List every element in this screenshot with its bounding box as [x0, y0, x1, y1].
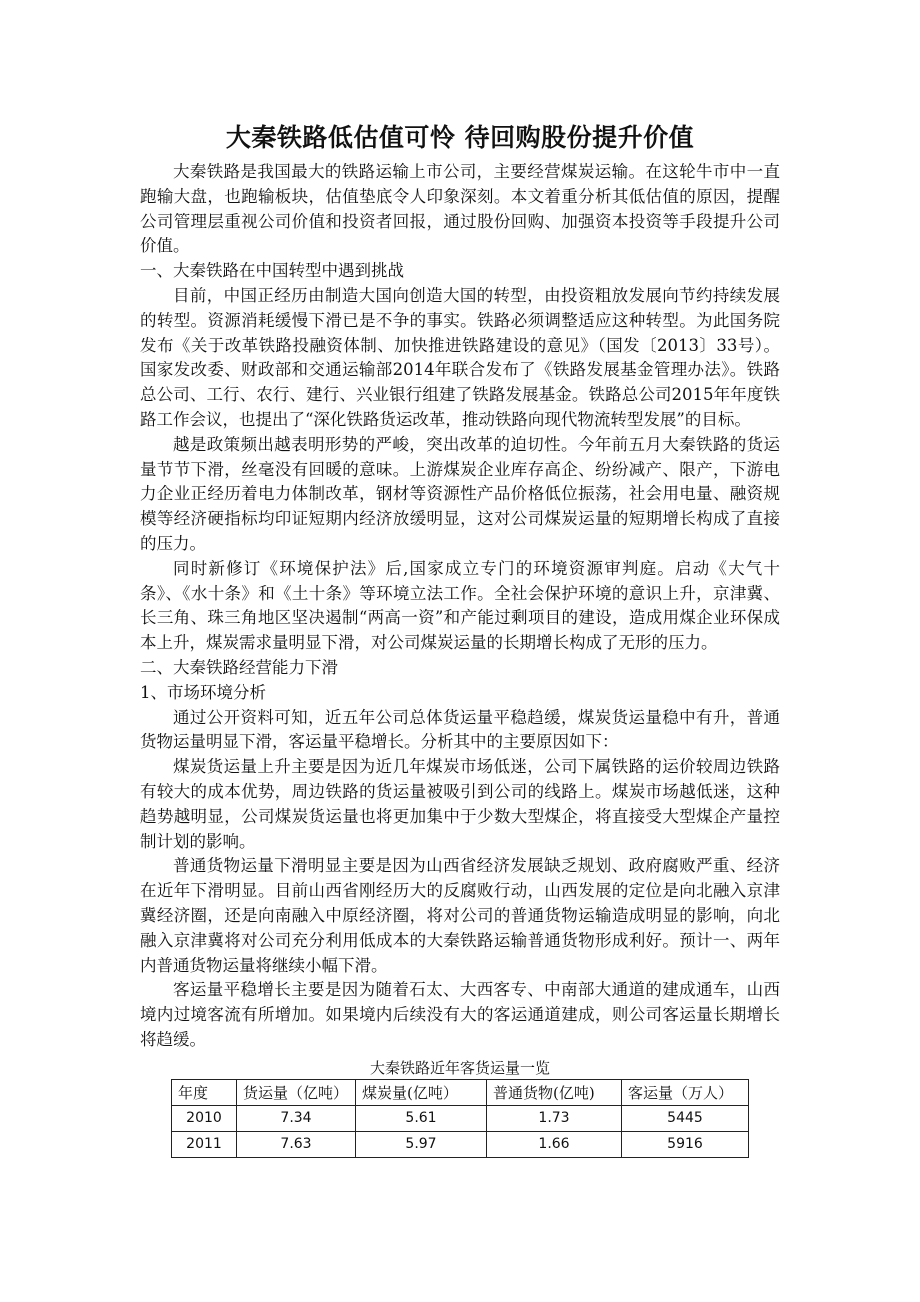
table-caption: 大秦铁路近年客货运量一览 — [369, 1058, 550, 1077]
paragraph: 通过公开资料可知，近五年公司总体货运量平稳趋缓，煤炭货运量稳中有升，普通货物运量明显下滑，客运量平稳增长。分析其中的主要原因如下： — [140, 707, 780, 752]
table-cell: 5445 — [622, 1105, 749, 1131]
column-header: 货运量（亿吨） — [237, 1079, 356, 1105]
column-header: 年度 — [172, 1079, 237, 1105]
column-header: 普通货物(亿吨) — [487, 1079, 622, 1105]
section-heading-2: 二、大秦铁路经营能力下滑 — [140, 657, 338, 677]
paragraph: 普通货物运量下滑明显主要是因为山西省经济发展缺乏规划、政府腐败严重、经济在近年下滑明显。目前山西省刚经历大的反腐败行动，山西发展的定位是向北融入京津冀经济圈，还是向南融入中原经济圈，将对公司的普通货物运输造成明显的影响，向北融入京津冀将对公司充分利用低成本的大秦铁路运输普通货物形成利好。预计一、两年内普通货物运量将继续小幅下滑。 — [140, 856, 780, 975]
column-header: 煤炭量(亿吨） — [356, 1079, 487, 1105]
table-cell: 2010 — [172, 1105, 237, 1131]
paragraph: 同时新修订《环境保护法》后,国家成立专门的环境资源审判庭。启动《大气十条》、《水十条》和《土十条》等环境立法工作。全社会保护环境的意识上升，京津冀、长三角、珠三角地区坚决遏制“两高一资”和产能过剩项目的建设，造成用煤企业环保成本上升，煤炭需求量明显下滑，对公司煤炭运量的长期增长构成了无形的压力。 — [140, 558, 780, 653]
paragraph: 越是政策频出越表明形势的严峻，突出改革的迫切性。今年前五月大秦铁路的货运量节节下滑，丝毫没有回暖的意味。上游煤炭企业库存高企、纷纷减产、限产，下游电力企业正经历着电力体制改革，钢材等资源性产品价格低位振荡，社会用电量、融资规模等经济硬指标均印证短期内经济放缓明显，这对公司煤炭运量的短期增长构成了直接的压力。 — [140, 434, 780, 553]
intro-paragraph: 大秦铁路是我国最大的铁路运输上市公司，主要经营煤炭运输。在这轮牛市中一直跑输大盘，也跑输板块，估值垫底令人印象深刻。本文着重分析其低估值的原因，提醒公司管理层重视公司价值和投资者回报，通过股份回购、加强资本投资等手段提升公司价值。 — [140, 162, 780, 256]
table-cell: 2011 — [172, 1131, 237, 1157]
table-row — [172, 1105, 749, 1131]
paragraph: 煤炭货运量上升主要是因为近几年煤炭市场低迷，公司下属铁路的运价较周边铁路有较大的成本优势，周边铁路的货运量被吸引到公司的线路上。煤炭市场越低迷，这种趋势越明显，公司煤炭货运量也将更加集中于少数大型煤企，将直接受大型煤企产量控制计划的影响。 — [140, 757, 780, 851]
table-cell: 7.34 — [237, 1105, 356, 1131]
subsection-heading-1: 1、市场环境分析 — [140, 682, 266, 702]
table-row — [172, 1131, 749, 1157]
table-header-row — [172, 1079, 749, 1105]
paragraph: 目前，中国正经历由制造大国向创造大国的转型，由投资粗放发展向节约持续发展的转型。资源消耗缓慢下滑已是不争的事实。铁路必须调整适应这种转型。为此国务院发布《关于改革铁路投融资体制、加快推进铁路建设的意见》（国发〔2013〕33号）。国家发改委、财政部和交通运输部2014年联合发布了《铁路发展基金管理办法》。铁路总公司、工行、农行、建行、兴业银行组建了铁路发展基金。铁路总公司2015年年度铁路工作会议，也提出了“深化铁路货运改革，推动铁路向现代物流转型发展”的目标。 — [140, 285, 780, 429]
document-body — [140, 118, 780, 1158]
table-cell: 7.63 — [237, 1131, 356, 1157]
table-cell: 1.66 — [487, 1131, 622, 1157]
table-cell: 1.73 — [487, 1105, 622, 1131]
article-title: 大秦铁路低估值可怜 待回购股份提升价值 — [225, 123, 695, 152]
column-header: 客运量（万人） — [622, 1079, 749, 1105]
table-cell: 5.61 — [356, 1105, 487, 1131]
table-cell: 5916 — [622, 1131, 749, 1157]
table-cell: 5.97 — [356, 1131, 487, 1157]
paragraph: 客运量平稳增长主要是因为随着石太、大西客专、中南部大通道的建成通车，山西境内过境客流有所增加。如果境内后续没有大的客运通道建成，则公司客运量长期增长将趋缓。 — [140, 980, 780, 1049]
section-heading-1: 一、大秦铁路在中国转型中遇到挑战 — [140, 261, 404, 281]
transport-volume-table — [171, 1079, 749, 1158]
